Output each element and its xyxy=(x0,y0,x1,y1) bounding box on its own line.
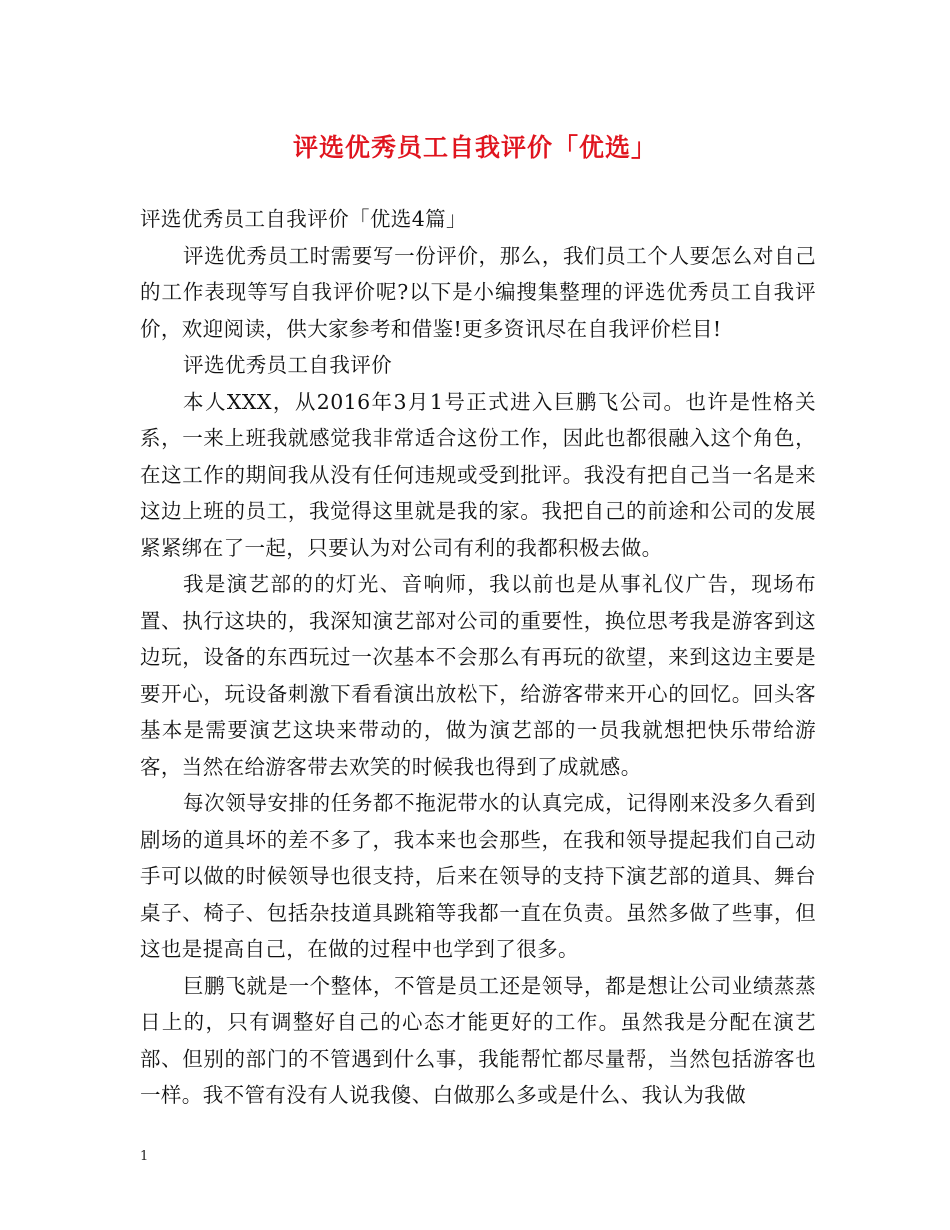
paragraph-body: 巨鹏飞就是一个整体，不管是员工还是领导，都是想让公司业绩蒸蒸日上的，只有调整好自己的心态才能更好的工作。虽然我是分配在演艺部、但别的部门的不管遇到什么事，我能帮忙都尽量帮，当然包括游客也一样。我不管有没有人说我傻、白做那么多或是什么、我认为我做 xyxy=(140,973,816,1107)
page-number: 1 xyxy=(140,1149,149,1164)
paragraph-body: 每次领导安排的任务都不拖泥带水的认真完成，记得刚来没多久看到剧场的道具坏的差不多了，我本来也会那些，在我和领导提起我们自己动手可以做的时候领导也很支持，后来在领导的支持下演艺部的道具、舞台桌子、椅子、包括杂技道具跳箱等我都一直在负责。虽然多做了些事，但这也是提高自己，在做的过程中也学到了很多。 xyxy=(140,791,816,961)
document-title: 评选优秀员工自我评价「优选」 xyxy=(292,133,657,162)
document-body xyxy=(140,201,816,1114)
paragraph-subtitle: 评选优秀员工自我评价「优选4篇」 xyxy=(140,207,467,231)
paragraph-intro: 评选优秀员工时需要写一份评价，那么，我们员工个人要怎么对自己的工作表现等写自我评价呢?以下是小编搜集整理的评选优秀员工自我评价，欢迎阅读，供大家参考和借鉴!更多资讯尽在自我评价栏目! xyxy=(140,243,816,341)
paragraph-body: 我是演艺部的的灯光、音响师，我以前也是从事礼仪广告，现场布置、执行这块的，我深知演艺部对公司的重要性，换位思考我是游客到这边玩，设备的东西玩过一次基本不会那么有再玩的欲望，来到这边主要是要开心，玩设备刺激下看看演出放松下，给游客带来开心的回忆。回头客基本是需要演艺这块来带动的，做为演艺部的一员我就想把快乐带给游客，当然在给游客带去欢笑的时候我也得到了成就感。 xyxy=(140,572,816,779)
paragraph-heading: 评选优秀员工自我评价 xyxy=(183,353,393,377)
paragraph-body: 本人XXX，从2016年3月1号正式进入巨鹏飞公司。也许是性格关系，一来上班我就感觉我非常适合这份工作，因此也都很融入这个角色，在这工作的期间我从没有任何违规或受到批评。我没有把自己当一名是来这边上班的员工，我觉得这里就是我的家。我把自己的前途和公司的发展紧紧绑在了一起，只要认为对公司有利的我都积极去做。 xyxy=(140,389,816,560)
